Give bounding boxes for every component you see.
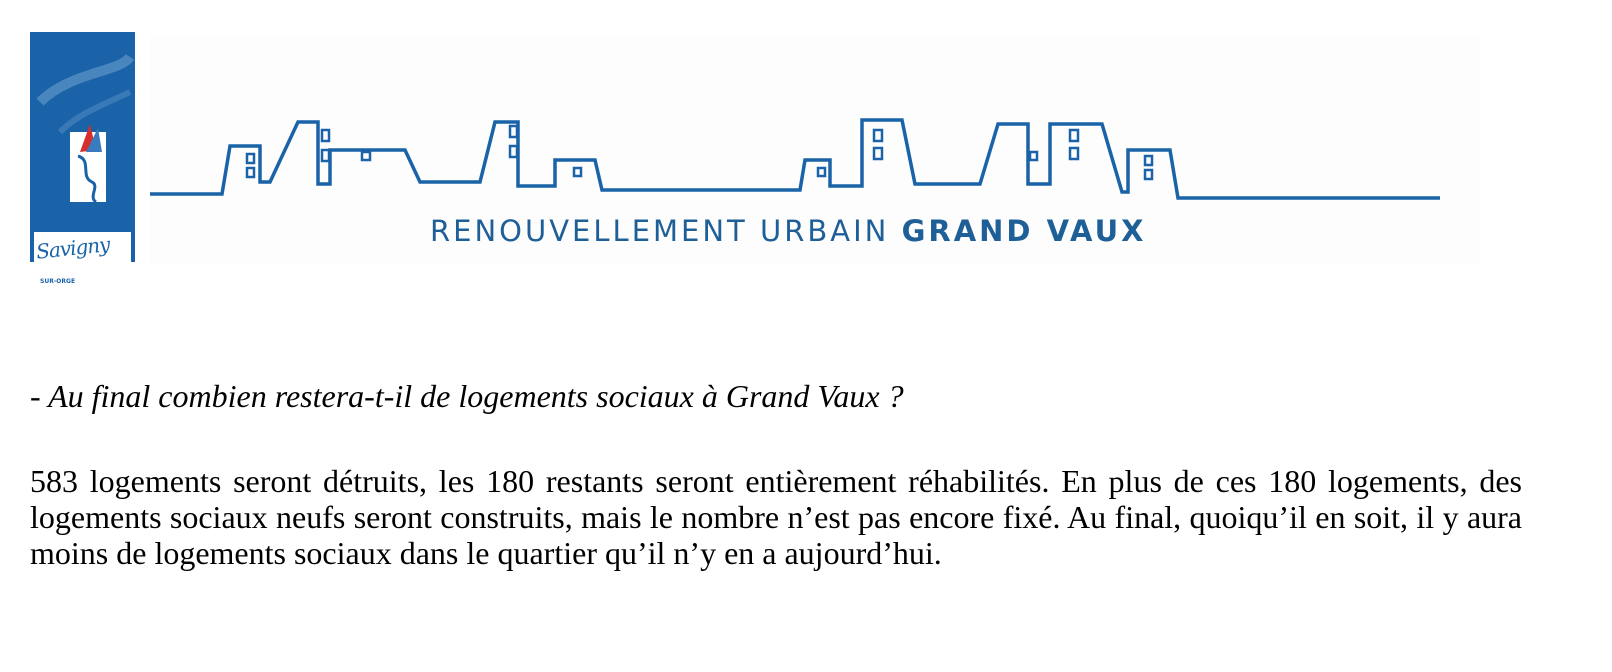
logo-graphic (30, 32, 135, 262)
logo-sub-text: SUR-ORGE (40, 278, 76, 285)
skyline-illustration (150, 110, 1485, 210)
answer-paragraph: 583 logements seront détruits, les 180 restants seront entièrement réhabilités. En plus de ces 180 logements, des logements sociaux neufs seront construits, mais le nombre n’est pas encore fixé. Au final, quoiqu’il en soit, il y aura moins de logements sociaux dans le quartier qu’il n’y en a aujourd’hui. (30, 463, 1522, 571)
logo-script-text: Savigny (34, 232, 111, 264)
banner-title-bold: GRAND VAUX (901, 214, 1147, 248)
savigny-logo (30, 32, 135, 285)
banner-title-regular: RENOUVELLEMENT URBAIN (430, 214, 890, 248)
banner-title (430, 214, 1250, 248)
question-text: - Au final combien restera-t-il de logements sociaux à Grand Vaux ? (30, 378, 904, 414)
